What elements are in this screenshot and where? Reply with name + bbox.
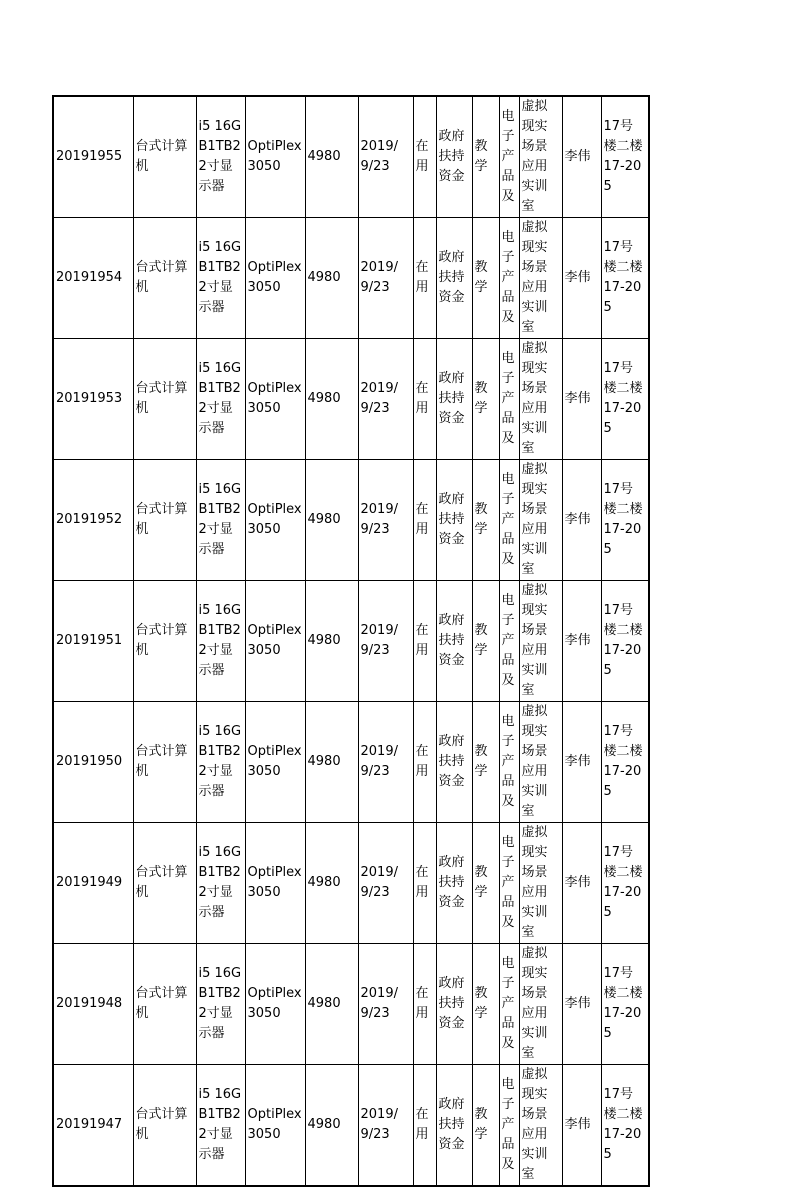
table-row	[53, 1065, 649, 1187]
category-cell: 电子产品及	[499, 339, 519, 460]
purchase-date-cell: 2019/9/23	[358, 96, 413, 218]
location-cell: 17号楼二楼17-205	[601, 218, 649, 339]
custodian-cell: 李伟	[562, 944, 601, 1065]
custodian-cell: 李伟	[562, 702, 601, 823]
asset-name-cell: 台式计算机	[133, 96, 196, 218]
asset-id-cell: 20191949	[53, 823, 133, 944]
asset-name-cell: 台式计算机	[133, 823, 196, 944]
asset-name-cell: 台式计算机	[133, 460, 196, 581]
custodian-cell: 李伟	[562, 96, 601, 218]
custodian-cell: 李伟	[562, 1065, 601, 1187]
purchase-date-cell: 2019/9/23	[358, 218, 413, 339]
asset-name-cell: 台式计算机	[133, 944, 196, 1065]
usage-cell: 教学	[472, 96, 499, 218]
room-cell: 虚拟现实场景应用实训室	[519, 944, 562, 1065]
asset-id-cell: 20191952	[53, 460, 133, 581]
table-row	[53, 460, 649, 581]
asset-name-cell: 台式计算机	[133, 339, 196, 460]
purchase-date-cell: 2019/9/23	[358, 944, 413, 1065]
location-cell: 17号楼二楼17-205	[601, 944, 649, 1065]
usage-cell: 教学	[472, 1065, 499, 1187]
location-cell: 17号楼二楼17-205	[601, 96, 649, 218]
usage-cell: 教学	[472, 218, 499, 339]
category-cell: 电子产品及	[499, 218, 519, 339]
fund-source-cell: 政府扶持资金	[436, 96, 472, 218]
asset-name-cell: 台式计算机	[133, 1065, 196, 1187]
asset-id-cell: 20191955	[53, 96, 133, 218]
status-cell: 在用	[413, 944, 436, 1065]
usage-cell: 教学	[472, 702, 499, 823]
custodian-cell: 李伟	[562, 581, 601, 702]
category-cell: 电子产品及	[499, 1065, 519, 1187]
table-row	[53, 218, 649, 339]
model-cell: OptiPlex 3050	[245, 944, 305, 1065]
asset-id-cell: 20191951	[53, 581, 133, 702]
asset-id-cell: 20191954	[53, 218, 133, 339]
spec-cell: i5 16GB1TB22寸显示器	[196, 96, 245, 218]
room-cell: 虚拟现实场景应用实训室	[519, 460, 562, 581]
room-cell: 虚拟现实场景应用实训室	[519, 702, 562, 823]
category-cell: 电子产品及	[499, 823, 519, 944]
fund-source-cell: 政府扶持资金	[436, 218, 472, 339]
room-cell: 虚拟现实场景应用实训室	[519, 823, 562, 944]
custodian-cell: 李伟	[562, 339, 601, 460]
fund-source-cell: 政府扶持资金	[436, 581, 472, 702]
price-cell: 4980	[305, 702, 358, 823]
room-cell: 虚拟现实场景应用实训室	[519, 96, 562, 218]
asset-name-cell: 台式计算机	[133, 581, 196, 702]
usage-cell: 教学	[472, 581, 499, 702]
location-cell: 17号楼二楼17-205	[601, 702, 649, 823]
model-cell: OptiPlex 3050	[245, 218, 305, 339]
fund-source-cell: 政府扶持资金	[436, 944, 472, 1065]
spec-cell: i5 16GB1TB22寸显示器	[196, 581, 245, 702]
price-cell: 4980	[305, 96, 358, 218]
model-cell: OptiPlex 3050	[245, 96, 305, 218]
custodian-cell: 李伟	[562, 823, 601, 944]
model-cell: OptiPlex 3050	[245, 702, 305, 823]
fund-source-cell: 政府扶持资金	[436, 339, 472, 460]
spec-cell: i5 16GB1TB22寸显示器	[196, 702, 245, 823]
usage-cell: 教学	[472, 460, 499, 581]
fund-source-cell: 政府扶持资金	[436, 460, 472, 581]
location-cell: 17号楼二楼17-205	[601, 581, 649, 702]
asset-table-body	[53, 96, 649, 1186]
price-cell: 4980	[305, 339, 358, 460]
asset-name-cell: 台式计算机	[133, 702, 196, 823]
status-cell: 在用	[413, 460, 436, 581]
asset-id-cell: 20191948	[53, 944, 133, 1065]
status-cell: 在用	[413, 96, 436, 218]
location-cell: 17号楼二楼17-205	[601, 460, 649, 581]
category-cell: 电子产品及	[499, 944, 519, 1065]
purchase-date-cell: 2019/9/23	[358, 823, 413, 944]
spec-cell: i5 16GB1TB22寸显示器	[196, 339, 245, 460]
price-cell: 4980	[305, 581, 358, 702]
category-cell: 电子产品及	[499, 581, 519, 702]
fund-source-cell: 政府扶持资金	[436, 823, 472, 944]
status-cell: 在用	[413, 823, 436, 944]
status-cell: 在用	[413, 581, 436, 702]
purchase-date-cell: 2019/9/23	[358, 581, 413, 702]
price-cell: 4980	[305, 944, 358, 1065]
room-cell: 虚拟现实场景应用实训室	[519, 339, 562, 460]
category-cell: 电子产品及	[499, 96, 519, 218]
price-cell: 4980	[305, 823, 358, 944]
price-cell: 4980	[305, 460, 358, 581]
status-cell: 在用	[413, 1065, 436, 1187]
table-row	[53, 339, 649, 460]
custodian-cell: 李伟	[562, 218, 601, 339]
status-cell: 在用	[413, 339, 436, 460]
model-cell: OptiPlex 3050	[245, 581, 305, 702]
usage-cell: 教学	[472, 339, 499, 460]
table-row	[53, 96, 649, 218]
model-cell: OptiPlex 3050	[245, 823, 305, 944]
asset-id-cell: 20191953	[53, 339, 133, 460]
room-cell: 虚拟现实场景应用实训室	[519, 218, 562, 339]
spec-cell: i5 16GB1TB22寸显示器	[196, 944, 245, 1065]
usage-cell: 教学	[472, 823, 499, 944]
purchase-date-cell: 2019/9/23	[358, 339, 413, 460]
model-cell: OptiPlex 3050	[245, 339, 305, 460]
asset-id-cell: 20191947	[53, 1065, 133, 1187]
spec-cell: i5 16GB1TB22寸显示器	[196, 1065, 245, 1187]
category-cell: 电子产品及	[499, 460, 519, 581]
asset-id-cell: 20191950	[53, 702, 133, 823]
status-cell: 在用	[413, 702, 436, 823]
model-cell: OptiPlex 3050	[245, 460, 305, 581]
table-row	[53, 702, 649, 823]
table-row	[53, 581, 649, 702]
purchase-date-cell: 2019/9/23	[358, 1065, 413, 1187]
model-cell: OptiPlex 3050	[245, 1065, 305, 1187]
location-cell: 17号楼二楼17-205	[601, 823, 649, 944]
price-cell: 4980	[305, 1065, 358, 1187]
spec-cell: i5 16GB1TB22寸显示器	[196, 460, 245, 581]
room-cell: 虚拟现实场景应用实训室	[519, 1065, 562, 1187]
location-cell: 17号楼二楼17-205	[601, 1065, 649, 1187]
status-cell: 在用	[413, 218, 436, 339]
asset-name-cell: 台式计算机	[133, 218, 196, 339]
table-row	[53, 944, 649, 1065]
fund-source-cell: 政府扶持资金	[436, 702, 472, 823]
usage-cell: 教学	[472, 944, 499, 1065]
price-cell: 4980	[305, 218, 358, 339]
asset-table	[52, 95, 650, 1187]
table-row	[53, 823, 649, 944]
spec-cell: i5 16GB1TB22寸显示器	[196, 218, 245, 339]
spec-cell: i5 16GB1TB22寸显示器	[196, 823, 245, 944]
category-cell: 电子产品及	[499, 702, 519, 823]
custodian-cell: 李伟	[562, 460, 601, 581]
fund-source-cell: 政府扶持资金	[436, 1065, 472, 1187]
purchase-date-cell: 2019/9/23	[358, 702, 413, 823]
location-cell: 17号楼二楼17-205	[601, 339, 649, 460]
room-cell: 虚拟现实场景应用实训室	[519, 581, 562, 702]
purchase-date-cell: 2019/9/23	[358, 460, 413, 581]
